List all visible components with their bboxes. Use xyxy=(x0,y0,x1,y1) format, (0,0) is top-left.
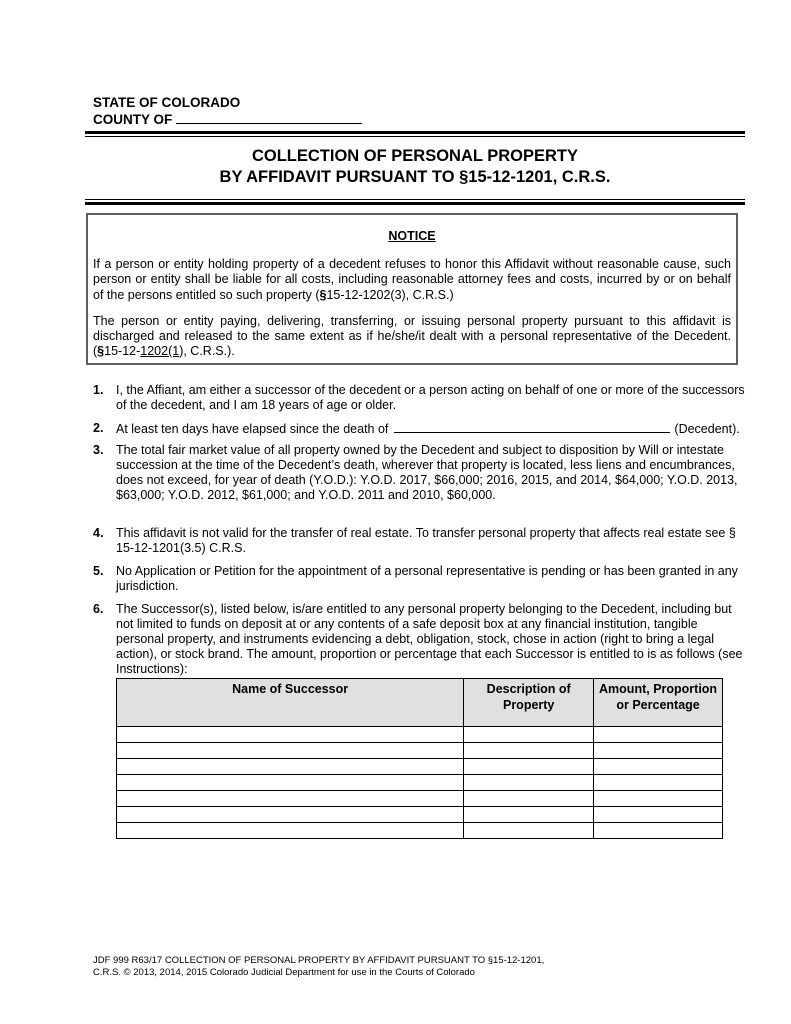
title-line-1: COLLECTION OF PERSONAL PROPERTY xyxy=(251,147,579,165)
top-rule-thin xyxy=(85,136,745,137)
notice-paragraph-1: If a person or entity holding property of a decedent refuses to honor this Affidavit without reasonable cause, such person or entity shall be liable for all costs, including reasonable attorney fees and costs, incurred by or on behalf of the persons entitled so such property (§15-12-1202(3), C.R.S.) xyxy=(93,257,731,302)
header-name-of-successor: Name of Successor xyxy=(117,679,464,727)
county-label: COUNTY OF xyxy=(93,112,173,127)
successor-name-cell[interactable] xyxy=(117,775,464,791)
successor-name-cell[interactable] xyxy=(117,727,464,743)
property-description-cell[interactable] xyxy=(464,791,594,807)
successor-name-cell[interactable] xyxy=(117,791,464,807)
item-6: 6. The Successor(s), listed below, is/are entitled to any personal property belonging to the Decedent, including but not limited to funds on deposit at or any contents of a safe deposit box at any financial institution, tangible personal property, and instruments evidencing a debt, obligation, stock, chose in action (right to bring a legal action), or stock brand. The amount, proportion or percentage that each Successor is entitled to is as follows (see Instructions): xyxy=(93,602,743,676)
table-row xyxy=(117,823,723,839)
table-row xyxy=(117,743,723,759)
amount-cell[interactable] xyxy=(594,791,723,807)
amount-cell[interactable] xyxy=(594,743,723,759)
top-rule-thick xyxy=(85,131,745,134)
bottom-rule-thin xyxy=(85,199,745,200)
court-header xyxy=(93,94,362,128)
state-label: STATE OF COLORADO xyxy=(93,95,241,110)
property-description-cell[interactable] xyxy=(464,743,594,759)
affidavit-items xyxy=(93,383,745,677)
document-title xyxy=(85,146,745,188)
header-amount-proportion-percentage: Amount, Proportion or Percentage xyxy=(594,679,723,727)
successor-name-cell[interactable] xyxy=(117,759,464,775)
successor-table-body xyxy=(117,727,723,839)
property-description-cell[interactable] xyxy=(464,727,594,743)
item-5: 5. No Application or Petition for the appointment of a personal representative is pending or has been granted in any jurisdiction. xyxy=(93,564,738,593)
item-4: 4. This affidavit is not valid for the transfer of real estate. To transfer personal property that affects real estate see § 15-12-1201(3.5) C.R.S. xyxy=(93,526,736,555)
item-3: 3. The total fair market value of all property owned by the Decedent and subject to disposition by Will or intestate succession at the time of the Decedent’s death, wherever that property is located, less liens and encumbrances, does not exceed, for year of death (Y.O.D.): Y.O.D. 2017, $66,000; 2016, 2015, and 2014, $64,000; Y.O.D. 2013, $63,000; Y.O.D. 2012, $61,000; and Y.O.D. 2011 and 2010, $60,000. xyxy=(93,443,738,502)
bottom-rule-thick xyxy=(85,202,745,205)
title-line-2: BY AFFIDAVIT PURSUANT TO §15-12-1201, C.R.S. xyxy=(219,168,611,186)
table-row xyxy=(117,775,723,791)
property-description-cell[interactable] xyxy=(464,759,594,775)
notice-paragraph-2: The person or entity paying, delivering, transferring, or issuing personal property pursuant to this affidavit is discharged and released to the same extent as if he/she/it dealt with a personal representative of the Decedent. (§15-12-1202(1), C.R.S.). xyxy=(93,313,731,359)
property-description-cell[interactable] xyxy=(464,775,594,791)
table-row xyxy=(117,807,723,823)
amount-cell[interactable] xyxy=(594,775,723,791)
amount-cell[interactable] xyxy=(594,759,723,775)
county-blank[interactable] xyxy=(176,111,362,124)
table-header-row xyxy=(117,679,723,727)
property-description-cell[interactable] xyxy=(464,807,594,823)
county-line xyxy=(93,111,362,128)
table-row xyxy=(117,759,723,775)
property-description-cell[interactable] xyxy=(464,823,594,839)
successor-name-cell[interactable] xyxy=(117,807,464,823)
table-row xyxy=(117,727,723,743)
notice-box xyxy=(86,213,738,365)
successor-name-cell[interactable] xyxy=(117,743,464,759)
item-2: 2. At least ten days have elapsed since the death of (Decedent). xyxy=(93,421,740,436)
successor-table xyxy=(116,678,723,839)
amount-cell[interactable] xyxy=(594,823,723,839)
item-1: 1. I, the Affiant, am either a successor of the decedent or a person acting on behalf of one or more of the successors of the decedent, and I am 18 years of age or older. xyxy=(93,383,745,412)
amount-cell[interactable] xyxy=(594,727,723,743)
page-footer xyxy=(93,955,544,979)
header-description-of-property: Description of Property xyxy=(464,679,594,727)
footer-line-1: JDF 999 R63/17 COLLECTION OF PERSONAL PROPERTY BY AFFIDAVIT PURSUANT TO §15-12-1201, xyxy=(93,955,545,966)
decedent-name-field[interactable] xyxy=(394,421,670,433)
successor-name-cell[interactable] xyxy=(117,823,464,839)
amount-cell[interactable] xyxy=(594,807,723,823)
footer-line-2: C.R.S. © 2013, 2014, 2015 Colorado Judicial Department for use in the Courts of Colorado xyxy=(93,967,475,978)
table-row xyxy=(117,791,723,807)
notice-heading: NOTICE xyxy=(388,229,436,243)
